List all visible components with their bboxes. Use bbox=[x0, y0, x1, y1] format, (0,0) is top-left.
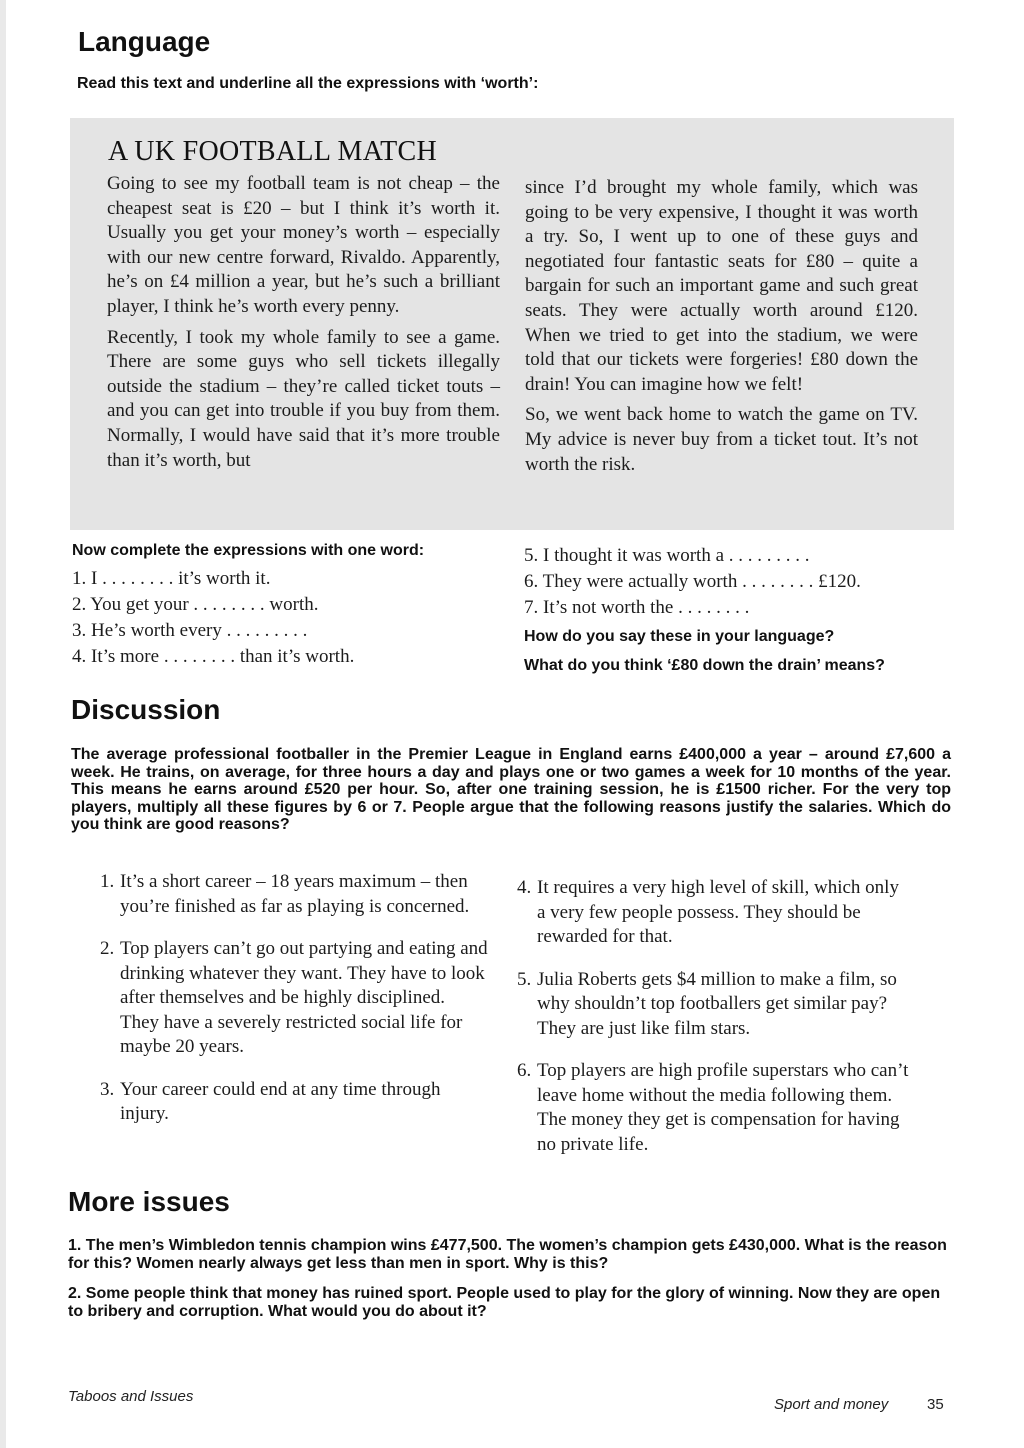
footer-book-title: Taboos and Issues bbox=[68, 1388, 194, 1405]
reason-text: It requires a very high level of skill, which only a very few people possess. They should be rewarded for that. bbox=[537, 877, 899, 947]
article-paragraph: So, we went back home to watch the game on TV. My advice is never buy from a ticket tout. It’s not worth the risk. bbox=[525, 404, 918, 475]
expression-item: 3. He’s worth every . . . . . . . . . bbox=[72, 620, 308, 641]
article-paragraph: Going to see my football team is not cheap – the cheapest seat is £20 – but I think it’s worth it. Usually you get your money’s worth – especially with our new centre forward, Rivaldo. Apparently, he’s on £4 million a year, but he’s such a brilliant player, I think he’s worth every penny. bbox=[107, 173, 500, 317]
reason-item bbox=[100, 937, 488, 1060]
expression-item: 1. I . . . . . . . . it’s worth it. bbox=[72, 568, 271, 589]
reason-number: 2. bbox=[100, 938, 115, 959]
reason-item bbox=[517, 968, 912, 1042]
reason-number: 3. bbox=[100, 1078, 115, 1100]
discussion-intro: The average professional footballer in the Premier League in England earns £400,000 a year – around £7,600 a week. He trains, on average, for three hours a day and plays one or two games a week for 10 months of the year. This means he earns around £520 per hour. So, after one training session, he is £1500 richer. For the very top players, multiply all these figures by 6 or 7. People argue that the following reasons justify the salaries. Which do you think are good reasons? bbox=[71, 746, 951, 834]
expression-item: 5. I thought it was worth a . . . . . . . . . bbox=[524, 545, 810, 566]
page-number: 35 bbox=[927, 1396, 944, 1413]
reason-number: 1. bbox=[100, 871, 115, 892]
reason-number: 6. bbox=[517, 1060, 532, 1081]
article-paragraph: since I’d brought my whole family, which was going to be very expensive, I thought it was worth a try. So, I went up to one of these guys and negotiated four fantastic seats for £80 – quite a bargain for such an important game and such great seats. They were actually worth around £120. When we tried to get into the stadium, we were told that our tickets were forgeries! £80 down the drain! You can imagine how we felt! bbox=[525, 177, 918, 395]
discussion-heading: Discussion bbox=[71, 694, 221, 725]
language-heading: Language bbox=[78, 26, 211, 57]
expressions-right-list bbox=[524, 543, 861, 621]
reason-number: 5. bbox=[517, 968, 532, 990]
reasons-left-list bbox=[100, 870, 488, 1145]
reason-number: 4. bbox=[517, 877, 532, 898]
expressions-instruction: Now complete the expressions with one word: bbox=[72, 542, 425, 559]
more-issues-heading: More issues bbox=[68, 1186, 230, 1217]
scan-edge bbox=[0, 0, 6, 1448]
expression-item: 7. It’s not worth the . . . . . . . . bbox=[524, 597, 750, 618]
reason-item bbox=[517, 1059, 912, 1157]
reason-item bbox=[100, 870, 488, 919]
reason-text: It’s a short career – 18 years maximum – then you’re finished as far as playing is concerned. bbox=[120, 871, 470, 917]
expression-item: 6. They were actually worth . . . . . . . . £120. bbox=[524, 571, 861, 592]
reason-text: Julia Roberts gets $4 million to make a film, so why shouldn’t top footballers get similar pay? They are just like film stars. bbox=[537, 968, 897, 1039]
language-question: How do you say these in your language? bbox=[524, 628, 835, 645]
article-box bbox=[70, 118, 954, 530]
reasons-right-list bbox=[517, 876, 912, 1175]
article-paragraph: Recently, I took my whole family to see a game. There are some guys who sell tickets illegally outside the stadium – they’re called ticket touts – and you can get into trouble if you buy from them. Normally, I would have said that it’s more trouble than it’s worth, but bbox=[107, 326, 500, 471]
drain-question: What do you think ‘£80 down the drain’ means? bbox=[524, 657, 885, 674]
issue-item: 2. Some people think that money has ruined sport. People used to play for the glory of winning. Now they are open to bribery and corruption. What would you do about it? bbox=[68, 1285, 941, 1320]
article-title: A UK FOOTBALL MATCH bbox=[108, 136, 438, 167]
language-instruction: Read this text and underline all the expressions with ‘worth’: bbox=[77, 75, 539, 92]
article-right-column bbox=[525, 176, 918, 483]
issue-item: 1. The men’s Wimbledon tennis champion wins £477,500. The women’s champion gets £430,000. What is the reason for this? Women nearly always get less than men in sport. Why is this? bbox=[68, 1237, 947, 1272]
reason-text: Your career could end at any time through injury. bbox=[120, 1078, 441, 1124]
reason-text: Top players are high profile superstars who can’t leave home without the media following them. The money they get is compensation for having no private life. bbox=[537, 1060, 909, 1155]
reason-item bbox=[100, 1078, 488, 1127]
reason-text: Top players can’t go out partying and eating and drinking whatever they want. They have to look after themselves and be highly disciplined. They have a severely restricted social life for maybe 20 years. bbox=[120, 938, 488, 1057]
reason-item bbox=[517, 876, 912, 950]
expressions-left-list bbox=[72, 566, 354, 670]
expression-item: 2. You get your . . . . . . . . worth. bbox=[72, 594, 319, 615]
expression-item: 4. It’s more . . . . . . . . than it’s worth. bbox=[72, 646, 355, 667]
article-left-column bbox=[107, 172, 500, 479]
footer-section: Sport and money bbox=[774, 1396, 889, 1413]
